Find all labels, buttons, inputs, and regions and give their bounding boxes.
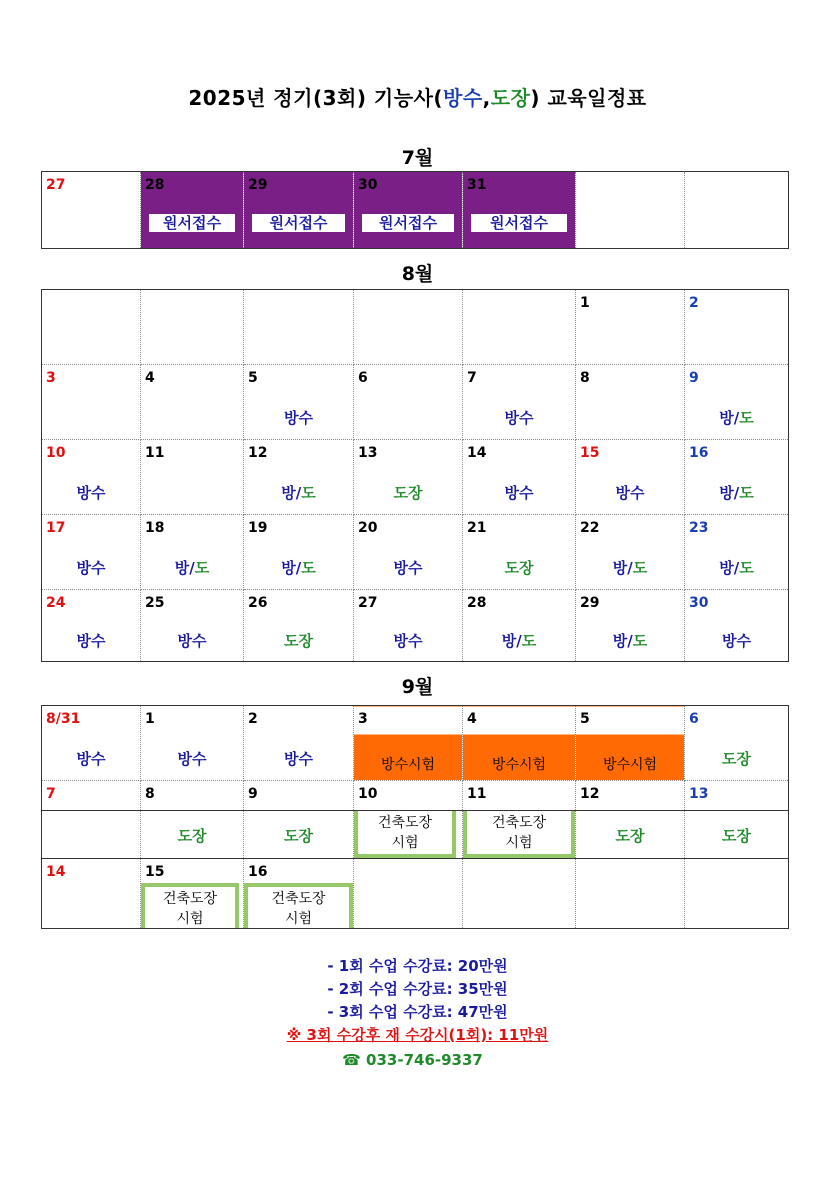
application-event: 원서접수 <box>471 214 567 232</box>
day-number: 14 <box>46 864 66 880</box>
bangsu-class: 방수 <box>615 484 645 502</box>
bangsu-class: 방수 <box>504 484 534 502</box>
day-cell <box>244 811 354 859</box>
day-cell <box>354 440 463 515</box>
calendar-september <box>41 705 789 929</box>
day-number: 10 <box>358 786 378 802</box>
day-cell <box>463 706 576 781</box>
day-number: 27 <box>46 177 66 193</box>
day-number: 11 <box>145 445 165 461</box>
day-cell <box>244 706 354 781</box>
day-cell <box>576 440 685 515</box>
application-event: 원서접수 <box>149 214 235 232</box>
day-number: 12 <box>580 786 600 802</box>
building-paint-exam: 건축도장 시험 <box>244 883 353 928</box>
bangdo-class: 방/도 <box>281 559 316 577</box>
day-cell <box>685 515 789 590</box>
day-cell <box>463 440 576 515</box>
day-cell <box>141 811 244 859</box>
day-cell <box>42 290 141 365</box>
title-dojang: 도장 <box>490 86 531 110</box>
bangsu-exam: 방수시험 <box>491 757 547 773</box>
day-cell <box>576 172 685 249</box>
calendar-august <box>41 289 789 662</box>
dojang-class: 도장 <box>722 750 751 768</box>
day-number: 4 <box>145 370 155 386</box>
day-cell <box>354 811 463 859</box>
day-number: 11 <box>467 786 487 802</box>
day-cell <box>244 781 354 811</box>
page-title <box>0 82 835 111</box>
bangsu-exam: 방수시험 <box>380 757 436 773</box>
day-cell <box>42 781 141 811</box>
day-cell <box>463 515 576 590</box>
dojang-class: 도장 <box>615 827 645 845</box>
day-cell <box>463 290 576 365</box>
day-cell <box>42 365 141 440</box>
day-cell <box>685 781 789 811</box>
day-cell <box>576 781 685 811</box>
day-cell <box>576 706 685 781</box>
day-number: 17 <box>46 520 66 536</box>
bangsu-class: 방수 <box>504 409 534 427</box>
day-cell <box>244 440 354 515</box>
day-cell <box>685 706 789 781</box>
fee-line-3: - 3회 수업 수강료: 47만원 <box>327 1003 508 1021</box>
bangdo-class: 방/도 <box>612 559 648 577</box>
day-number: 13 <box>358 445 378 461</box>
day-cell <box>141 365 244 440</box>
day-cell <box>141 440 244 515</box>
day-number: 24 <box>46 595 66 611</box>
day-cell <box>244 172 354 249</box>
day-cell <box>141 859 244 929</box>
day-number: 15 <box>145 864 165 880</box>
bangdo-class: 방/도 <box>719 559 754 577</box>
day-number: 5 <box>580 711 590 727</box>
day-number: 1 <box>580 295 590 311</box>
day-number: 29 <box>248 177 268 193</box>
day-number: 26 <box>248 595 268 611</box>
calendar-july <box>41 171 789 249</box>
day-number: 5 <box>248 370 258 386</box>
day-number: 4 <box>467 711 477 727</box>
bangsu-exam: 방수시험 <box>602 757 658 773</box>
day-number: 10 <box>46 445 66 461</box>
building-paint-exam: 건축도장 시험 <box>354 811 456 858</box>
day-cell <box>42 590 141 662</box>
day-cell <box>685 290 789 365</box>
fee-line-1: - 1회 수업 수강료: 20만원 <box>327 957 508 975</box>
day-number: 6 <box>358 370 368 386</box>
day-cell <box>576 515 685 590</box>
bangsu-class: 방수 <box>393 559 423 577</box>
day-number: 9 <box>248 786 258 802</box>
day-number: 3 <box>46 370 56 386</box>
dojang-class: 도장 <box>284 827 313 845</box>
bangsu-class: 방수 <box>722 632 751 650</box>
day-number: 23 <box>689 520 709 536</box>
day-cell <box>354 515 463 590</box>
retake-fee-line: ※ 3회 수강후 재 수강시(1회): 11만원 <box>286 1026 549 1044</box>
day-cell <box>244 365 354 440</box>
title-prefix: 2025년 정기(3회) 기능사( <box>188 86 444 110</box>
day-number: 30 <box>689 595 709 611</box>
day-cell <box>42 811 141 859</box>
day-cell <box>576 811 685 859</box>
day-cell <box>576 365 685 440</box>
day-cell <box>141 706 244 781</box>
day-number: 25 <box>145 595 165 611</box>
day-number: 3 <box>358 711 368 727</box>
day-cell <box>463 365 576 440</box>
day-cell <box>685 859 789 929</box>
bangdo-class: 방/도 <box>174 559 210 577</box>
bangdo-class: 방/도 <box>612 632 648 650</box>
day-number: 16 <box>689 445 709 461</box>
day-cell <box>141 781 244 811</box>
day-number: 16 <box>248 864 268 880</box>
bangsu-class: 방수 <box>284 409 313 427</box>
day-cell <box>244 515 354 590</box>
day-number: 7 <box>467 370 477 386</box>
building-paint-exam: 건축도장 시험 <box>463 811 575 858</box>
day-cell <box>354 706 463 781</box>
day-number: 6 <box>689 711 699 727</box>
day-cell <box>463 590 576 662</box>
day-number: 21 <box>467 520 487 536</box>
dojang-class: 도장 <box>393 484 423 502</box>
day-cell <box>141 590 244 662</box>
month-heading-july: 7월 <box>401 147 434 169</box>
day-number: 9 <box>689 370 699 386</box>
day-number: 14 <box>467 445 487 461</box>
day-cell <box>685 590 789 662</box>
day-cell <box>42 706 141 781</box>
day-cell <box>576 859 685 929</box>
day-cell <box>354 781 463 811</box>
dojang-class: 도장 <box>284 632 313 650</box>
bangsu-class: 방수 <box>76 559 106 577</box>
day-cell <box>463 811 576 859</box>
day-number: 8/31 <box>46 711 81 727</box>
bangdo-class: 방/도 <box>501 632 537 650</box>
dojang-class: 도장 <box>722 827 751 845</box>
day-number: 13 <box>689 786 709 802</box>
day-number: 30 <box>358 177 378 193</box>
bangsu-class: 방수 <box>76 484 106 502</box>
day-cell <box>685 365 789 440</box>
day-cell <box>42 859 141 929</box>
day-number: 18 <box>145 520 165 536</box>
day-number: 7 <box>46 786 56 802</box>
day-number: 28 <box>467 595 487 611</box>
bangdo-class: 방/도 <box>281 484 316 502</box>
day-cell <box>42 515 141 590</box>
day-number: 22 <box>580 520 600 536</box>
day-cell <box>685 811 789 859</box>
day-number: 1 <box>145 711 155 727</box>
bangdo-class: 방/도 <box>719 484 754 502</box>
bangsu-class: 방수 <box>393 632 423 650</box>
day-cell <box>463 781 576 811</box>
day-number: 20 <box>358 520 378 536</box>
dojang-class: 도장 <box>177 827 207 845</box>
day-cell <box>685 440 789 515</box>
phone-number: ☎ 033-746-9337 <box>342 1051 483 1069</box>
day-number: 2 <box>248 711 258 727</box>
day-cell <box>244 590 354 662</box>
day-number: 28 <box>145 177 165 193</box>
day-cell <box>141 290 244 365</box>
day-cell <box>354 365 463 440</box>
month-heading-september: 9월 <box>401 676 434 698</box>
day-number: 19 <box>248 520 268 536</box>
day-number: 29 <box>580 595 600 611</box>
fee-notes <box>0 955 835 1074</box>
bangsu-class: 방수 <box>177 750 207 768</box>
day-cell <box>354 590 463 662</box>
day-cell <box>463 859 576 929</box>
day-cell <box>141 172 244 249</box>
title-bangsu: 방수 <box>443 86 483 110</box>
day-number: 8 <box>145 786 155 802</box>
bangdo-class: 방/도 <box>719 409 754 427</box>
day-cell <box>354 859 463 929</box>
bangsu-class: 방수 <box>284 750 313 768</box>
day-number: 12 <box>248 445 268 461</box>
application-event: 원서접수 <box>252 214 345 232</box>
day-cell <box>685 172 789 249</box>
day-cell <box>42 440 141 515</box>
day-cell <box>244 859 354 929</box>
day-cell <box>354 290 463 365</box>
bangsu-class: 방수 <box>76 632 106 650</box>
title-suffix: ) 교육일정표 <box>530 86 647 110</box>
building-paint-exam: 건축도장 시험 <box>141 883 239 928</box>
day-number: 8 <box>580 370 590 386</box>
day-number: 27 <box>358 595 378 611</box>
day-number: 31 <box>467 177 487 193</box>
day-cell <box>244 290 354 365</box>
title-comma: , <box>482 86 491 110</box>
application-event: 원서접수 <box>362 214 454 232</box>
fee-line-2: - 2회 수업 수강료: 35만원 <box>327 980 508 998</box>
month-heading-august: 8월 <box>401 263 434 285</box>
day-cell <box>42 172 141 249</box>
day-number: 2 <box>689 295 699 311</box>
day-number: 15 <box>580 445 600 461</box>
day-cell <box>576 590 685 662</box>
dojang-class: 도장 <box>504 559 534 577</box>
day-cell <box>141 515 244 590</box>
day-cell <box>576 290 685 365</box>
bangsu-class: 방수 <box>177 632 207 650</box>
day-cell <box>354 172 463 249</box>
bangsu-class: 방수 <box>76 750 106 768</box>
day-cell <box>463 172 576 249</box>
